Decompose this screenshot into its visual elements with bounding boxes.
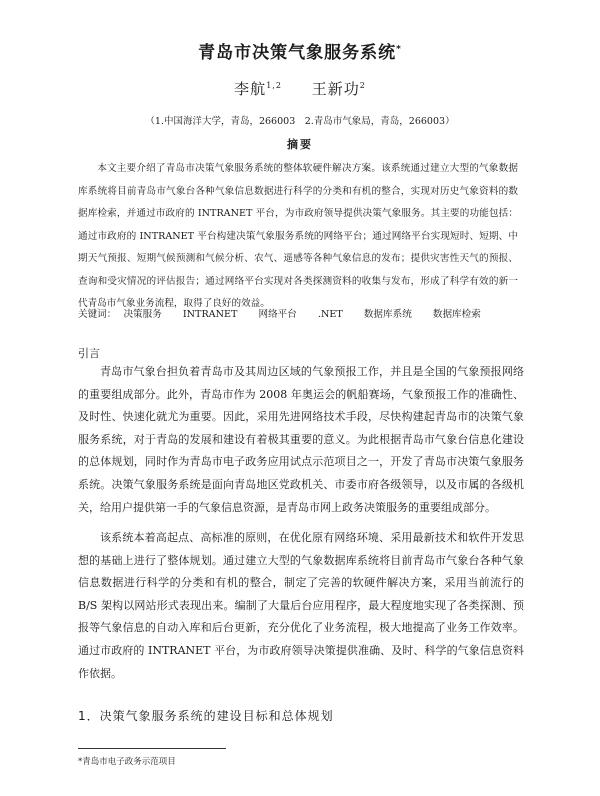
author-affiliation-mark: 1,2 bbox=[266, 81, 282, 90]
author-affiliation-mark: 2 bbox=[359, 81, 366, 90]
intro-heading: 引言 bbox=[78, 347, 100, 360]
keyword: INTRANET bbox=[182, 309, 238, 320]
author-name: 李航 bbox=[234, 80, 267, 98]
keyword: 数据库检索 bbox=[432, 309, 481, 320]
abstract-heading: 摘要 bbox=[287, 138, 313, 151]
author-name: 王新功 bbox=[311, 80, 360, 98]
paper-title bbox=[0, 38, 600, 63]
affiliation: （1.中国海洋大学，青岛，266003 2.青岛市气象局，青岛，266003） bbox=[145, 116, 455, 127]
intro-paragraph: 青岛市气象台担负着青岛市及其周边区域的气象预报工作，并且是全国的气象预报网络的重要组成部分。此外，青岛市作为 2008 年奥运会的帆船赛场，气象预报工作的准确性、及时性、快速化就尤为重要。因此，采用先进网络技术手段，尽快构建起青岛市的决策气象服务系统，对于青岛的发展和建设有着极其重要的意义。为此根据青岛市气象台信息化建设的总体规划，同时作为青岛市电子政务应用试点示范项目之一，开发了青岛市决策气象服务系统。决策气象服务系统是面向青岛地区党政机关、市委市府各级领导，以及市属的各级机关，给用户提供第一手的气象信息资源，是青岛市网上政务决策服务的重要组成部分。 bbox=[78, 365, 524, 514]
footnote-divider bbox=[78, 748, 226, 749]
keywords-line bbox=[78, 306, 518, 320]
keyword: .NET bbox=[317, 309, 343, 320]
keywords-label: 关键词： bbox=[78, 309, 117, 320]
author bbox=[234, 78, 282, 99]
keyword: 网络平台 bbox=[258, 309, 297, 320]
keyword: 数据库系统 bbox=[363, 309, 412, 320]
paper-title-text: 青岛市决策气象服务系统 bbox=[198, 43, 397, 63]
footnote: *青岛市电子政务示范项目 bbox=[78, 757, 176, 767]
abstract-body: 本文主要介绍了青岛市决策气象服务系统的整体软硬件解决方案。该系统通过建立大型的气象数据库系统将目前青岛市气象台各种气象信息数据进行科学的分类和有机的整合，实现对历史气象资料的数据库检索，并通过市政府的 INTRANET 平台，为市政府领导提供决策气象服务。其主要的功能包括：通过市政府的 INTRANET 平台构建决策气象服务系统的网络平台；通过网络平台实现短时、短期、中期天气预报、短期气候预测和气候分析、农气、遥感等各种气象信息的发布；提供灾害性天气的预报、查询和受灾情况的评估报告；通过网络平台实现对各类探测资料的收集与发布，形成了科学有效的新一代青岛市气象业务流程，取得了良好的效益。 bbox=[78, 163, 518, 309]
title-footnote-mark: * bbox=[396, 44, 402, 55]
section-1-heading: 1．决策气象服务系统的建设目标和总体规划 bbox=[78, 709, 334, 723]
intro-paragraph: 该系统本着高起点、高标准的原则，在优化原有网络环境、采用最新技术和软件开发思想的基础上进行了整体规划。通过建立大型的气象数据库系统将目前青岛市气象台各种气象信息数据进行科学的分类和有机的整合，制定了完善的软硬件解决方案，采用当前流行的 B/S 架构以网站形式表现出来。编制了大量后台应用程序，最大程度地实现了各类探测、预报等气象信息的自动入库和后台更新，充分优化了业务流程，极大地提高了业务工作效率。通过市政府的 INTRANET 平台，为市政府领导决策提供准确、及时、科学的气象信息资料作依据。 bbox=[78, 531, 524, 680]
author bbox=[312, 78, 366, 99]
keyword: 决策服务 bbox=[123, 309, 162, 320]
author-list bbox=[0, 78, 600, 99]
